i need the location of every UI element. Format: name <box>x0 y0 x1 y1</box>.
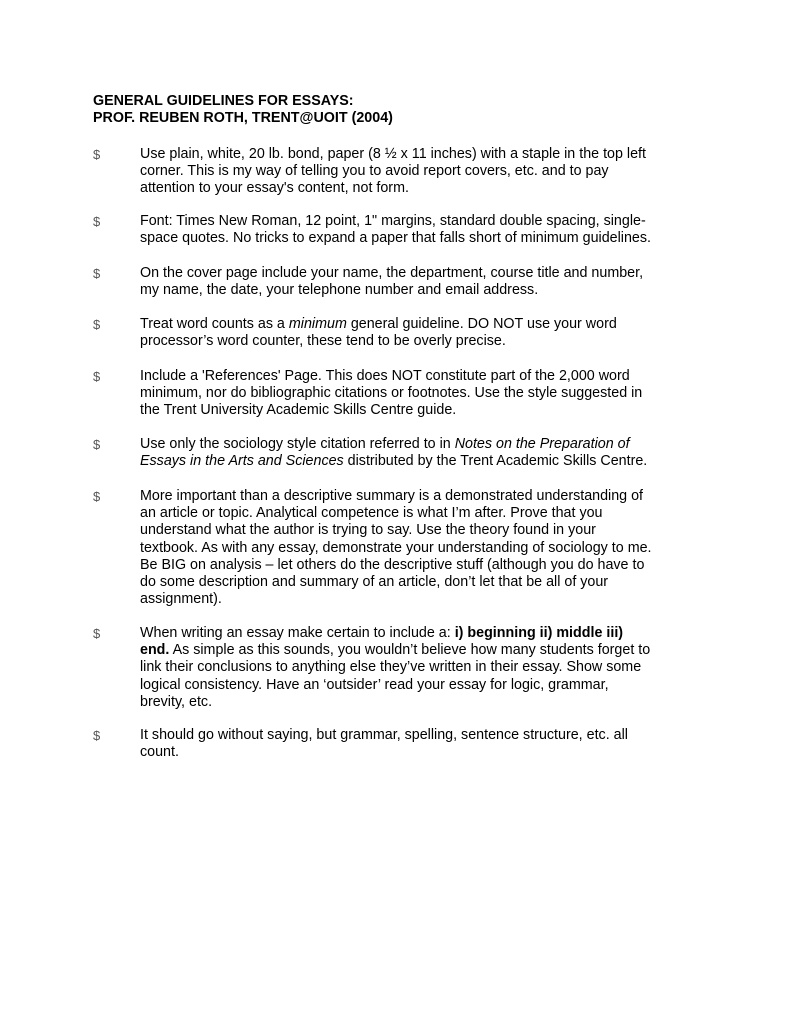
text-run: minimum, nor do bibliographic citations or footnotes. Use the style suggested in <box>140 385 643 402</box>
text-line <box>140 163 705 180</box>
text-run: As simple as this sounds, you wouldn’t believe how many students forget to <box>169 642 651 659</box>
text-run: textbook. As with any essay, demonstrate your understanding of sociology to me. <box>140 539 652 556</box>
guideline-text <box>140 213 705 247</box>
text-line <box>140 402 705 419</box>
text-run: logical consistency. Have an ‘outsider’ read your essay for logic, grammar, <box>140 676 609 693</box>
text-line <box>140 625 705 642</box>
text-run: the Trent University Academic Skills Centre guide. <box>140 402 457 419</box>
text-run: Use only the sociology style citation referred to in <box>140 436 455 452</box>
text-run: space quotes. No tricks to expand a paper that falls short of minimum guidelines. <box>140 230 651 247</box>
text-line <box>140 316 705 333</box>
bullet-marker: $ <box>93 266 101 281</box>
bold-text: i) beginning ii) middle iii) <box>454 625 624 641</box>
text-line <box>140 522 705 539</box>
text-run: link their conclusions to anything else they’ve written in their essay. Show some <box>140 659 642 676</box>
text-run: brevity, etc. <box>140 693 213 710</box>
text-run: assignment). <box>140 591 222 608</box>
text-run: general guideline. DO NOT use your word <box>346 316 617 332</box>
italic-text: Essays in the Arts and Sciences <box>140 453 344 470</box>
text-run: Be BIG on analysis – let others do the descriptive stuff (although you do have to <box>140 556 645 573</box>
text-run: count. <box>140 744 179 761</box>
text-line <box>140 727 705 744</box>
text-run: It should go without saying, but grammar, spelling, sentence structure, etc. all <box>140 727 628 743</box>
guideline-text <box>140 488 705 608</box>
text-run: Font: Times New Roman, 12 point, 1" margins, standard double spacing, single- <box>140 213 646 229</box>
text-run: When writing an essay make certain to include a: <box>140 625 455 641</box>
bullet-marker: $ <box>93 214 101 229</box>
guideline-text <box>140 368 705 420</box>
text-line <box>140 642 705 659</box>
text-line <box>140 453 705 470</box>
text-line <box>140 146 705 163</box>
text-line <box>140 505 705 522</box>
text-line <box>140 385 705 402</box>
text-run: my name, the date, your telephone number and email address. <box>140 282 539 299</box>
text-run: attention to your essay's content, not form. <box>140 180 409 197</box>
text-run: an article or topic. Analytical competence is what I’m after. Prove that you <box>140 505 603 522</box>
text-run: processor’s word counter, these tend to be overly precise. <box>140 333 506 350</box>
text-line <box>140 488 705 505</box>
document-heading <box>93 93 713 127</box>
text-line <box>140 436 705 453</box>
text-line <box>140 180 705 197</box>
text-line <box>140 574 705 591</box>
text-line <box>140 540 705 557</box>
text-line <box>140 230 705 247</box>
text-line <box>140 591 705 608</box>
text-run: corner. This is my way of telling you to avoid report covers, etc. and to pay <box>140 163 609 180</box>
text-line <box>140 368 705 385</box>
bullet-marker: $ <box>93 369 101 384</box>
guideline-text <box>140 316 705 350</box>
text-line <box>140 557 705 574</box>
text-run: distributed by the Trent Academic Skills Centre. <box>343 453 648 470</box>
text-run: Use plain, white, 20 lb. bond, paper (8 ½ x 11 inches) with a staple in the top left <box>140 146 646 162</box>
guideline-text <box>140 727 705 761</box>
text-line <box>140 213 705 230</box>
text-line <box>140 744 705 761</box>
text-run: do some description and summary of an article, don’t let that be all of your <box>140 574 609 591</box>
text-line <box>140 677 705 694</box>
bullet-marker: $ <box>93 317 101 332</box>
bullet-marker: $ <box>93 728 101 743</box>
text-run: Treat word counts as a <box>140 316 289 332</box>
guideline-text <box>140 146 705 198</box>
guideline-text <box>140 436 705 470</box>
bullet-marker: $ <box>93 626 101 641</box>
text-run: More important than a descriptive summary is a demonstrated understanding of <box>140 488 644 504</box>
bullet-marker: $ <box>93 489 101 504</box>
text-line <box>140 282 705 299</box>
bullet-marker: $ <box>93 147 101 162</box>
bold-text: end. <box>140 642 170 659</box>
guideline-text <box>140 625 705 711</box>
italic-text: minimum <box>288 316 347 332</box>
heading-author: PROF. REUBEN ROTH, TRENT@UOIT (2004) <box>93 110 393 126</box>
text-run: On the cover page include your name, the department, course title and number, <box>140 265 644 281</box>
text-line <box>140 694 705 711</box>
text-run: Include a 'References' Page. This does NOT constitute part of the 2,000 word <box>140 368 630 384</box>
bullet-marker: $ <box>93 437 101 452</box>
heading-title: GENERAL GUIDELINES FOR ESSAYS: <box>93 93 354 109</box>
guideline-text <box>140 265 705 299</box>
italic-text: Notes on the Preparation of <box>454 436 630 452</box>
text-line <box>140 659 705 676</box>
text-line <box>140 265 705 282</box>
text-line <box>140 333 705 350</box>
text-run: understand what the author is trying to say. Use the theory found in your <box>140 522 596 539</box>
